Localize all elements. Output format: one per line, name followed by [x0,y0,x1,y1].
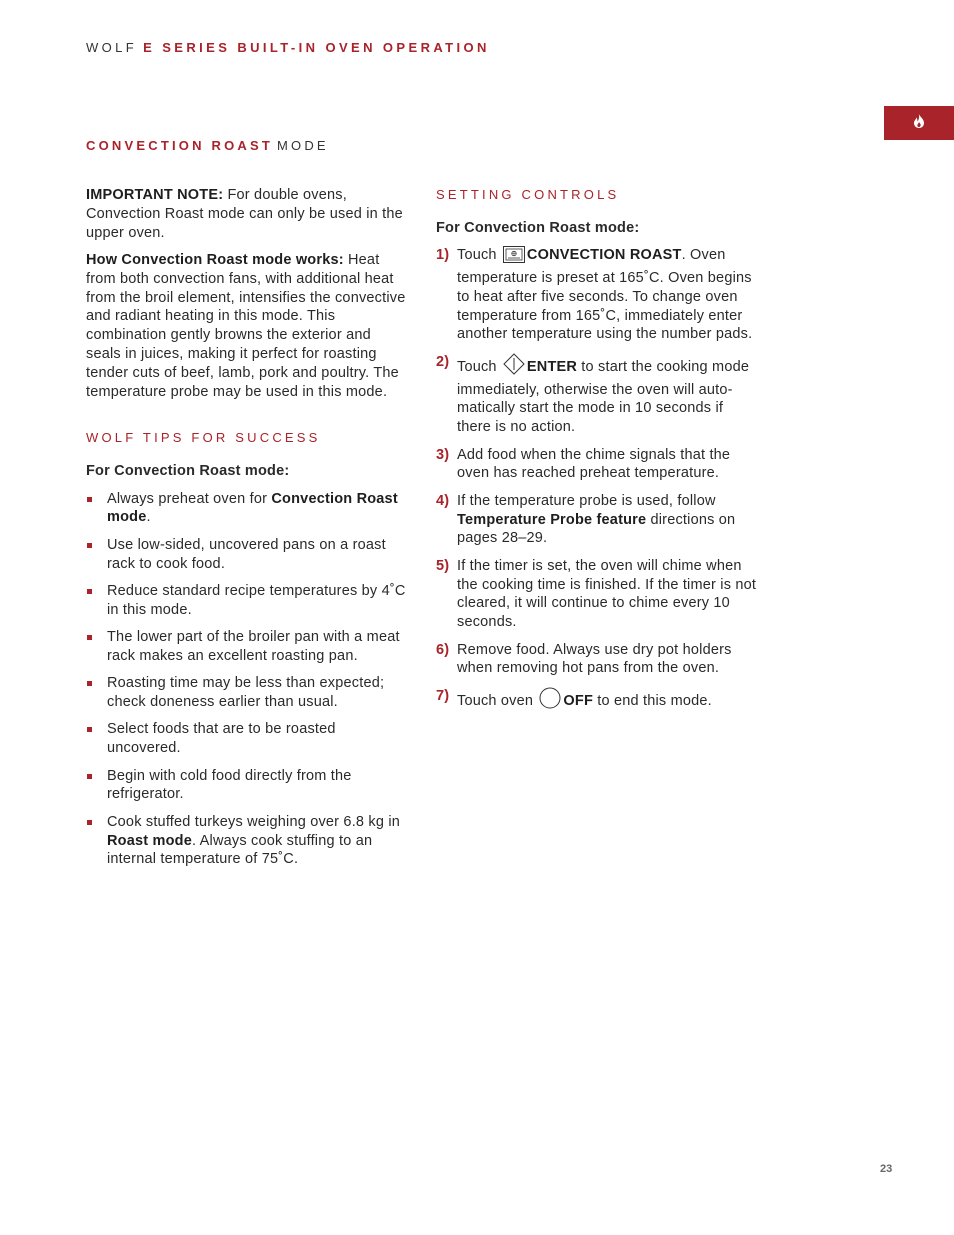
off-icon [539,687,561,715]
step-text: If the temperature probe is used, follow [457,492,716,509]
tip-text: The lower part of the broiler pan with a meat rack makes an excellent roasting pan. [107,629,400,664]
list-item [86,536,408,574]
bullet-icon [87,820,92,825]
list-item [86,674,408,712]
bullet-icon [87,543,92,548]
step-text: Touch [457,358,501,375]
left-column [86,186,408,878]
tips-list [86,490,408,870]
step-bold: CONVECTION ROAST [526,247,682,264]
step-text: Touch [457,247,501,264]
step-bold: Temperature Probe feature [457,511,647,528]
enter-icon [503,353,525,381]
list-item [86,767,408,805]
header-brand: WOLF [86,40,138,55]
step-text: Touch oven [457,692,538,709]
how-it-works-text: Heat from both convection fans, with additional heat from the broil element, intensifies the convective and radiant heating in this mode. This combination gently browns the exterior and seals in juices, making it perfect for roasting tender cuts of beef, lamb, pork and poultry. The temperature probe may be used in this mode. [86,251,406,400]
convection-roast-icon [503,246,525,269]
step-bold: ENTER [526,358,578,375]
tip-text: Use low-sided, uncovered pans on a roast rack to cook food. [107,536,386,572]
tip-bold: Convection Roast mode [107,490,398,526]
step-text: . Oven temperature is preset at 165˚C. Oven begins to heat after five seconds. To change oven temperature from 165˚C, immediately enter another temperature using the number pads. [457,247,753,343]
tip-text: Select foods that are to be roasted uncovered. [107,721,336,757]
step-text: to end this mode. [593,692,712,709]
important-note-text: For double ovens, Convection Roast mode can only be used in the upper oven. [86,187,403,241]
section-tab [884,106,954,140]
list-item [436,353,758,437]
step-number: 4) [436,492,450,509]
step-text: directions on pages 28–29. [457,511,736,547]
list-item [436,641,758,679]
tip-bold: Roast mode [107,832,192,849]
step-number: 5) [436,557,450,574]
tips-heading: WOLF TIPS FOR SUCCESS [86,430,321,446]
tip-text: Cook stuffed turkeys weighing over 6.8 kg in [107,813,401,830]
bullet-icon [87,774,92,779]
step-text: If the timer is set, the oven will chime when the cooking time is finished. If the timer is not cleared, it will continue to chime every 10 seconds. [457,557,757,631]
step-number: 2) [436,353,450,370]
section-title-light: MODE [276,138,329,153]
page-number: 23 [880,1163,893,1175]
header-series: E SERIES BUILT-IN OVEN OPERATION [143,40,490,55]
step-bold: OFF [563,692,593,709]
bullet-icon [87,681,92,686]
tips-for-label: For Convection Roast mode: [86,463,290,480]
setting-controls-heading: SETTING CONTROLS [436,187,620,202]
section-title-strong: CONVECTION ROAST [86,138,273,153]
bullet-icon [87,635,92,640]
tip-text: Reduce standard recipe temperatures by 4˚C in this mode. [107,582,406,618]
step-text: to start the cooking mode immediately, otherwise the oven will auto-matically start the mode in 10 seconds if there is no action. [457,358,750,436]
step-number: 6) [436,641,450,658]
tip-text: . Always cook stuffing to an internal temperature of 75˚C. [107,832,373,868]
list-item [436,246,758,344]
list-item [436,557,758,632]
step-number: 7) [436,687,450,704]
bullet-icon [87,727,92,732]
right-column [436,186,758,723]
step-number: 3) [436,446,450,463]
steps-list [436,246,758,714]
flame-icon [913,114,925,133]
running-header [86,40,490,55]
tip-text: Always preheat oven for [107,490,272,507]
list-item [86,628,408,666]
tip-text: Roasting time may be less than expected; check doneness earlier than usual. [107,675,385,711]
list-item [436,446,758,484]
tip-text: Begin with cold food directly from the refrigerator. [107,767,352,803]
how-it-works-label: How Convection Roast mode works: [86,251,344,268]
how-it-works [86,251,408,401]
list-item [436,687,758,715]
tip-text: . [146,509,151,526]
list-item [86,582,408,620]
step-number: 1) [436,247,450,264]
bullet-icon [87,589,92,594]
step-text: Remove food. Always use dry pot holders when removing hot pans from the oven. [457,641,732,677]
step-text: Add food when the chime signals that the oven has reached preheat temperature. [457,446,731,482]
steps-for-label: For Convection Roast mode: [436,219,640,236]
important-note [86,186,408,242]
list-item [436,492,758,548]
list-item [86,490,408,528]
section-title [86,138,329,153]
important-note-label: IMPORTANT NOTE: [86,187,224,203]
list-item [86,720,408,758]
list-item [86,813,408,869]
bullet-icon [87,497,92,502]
